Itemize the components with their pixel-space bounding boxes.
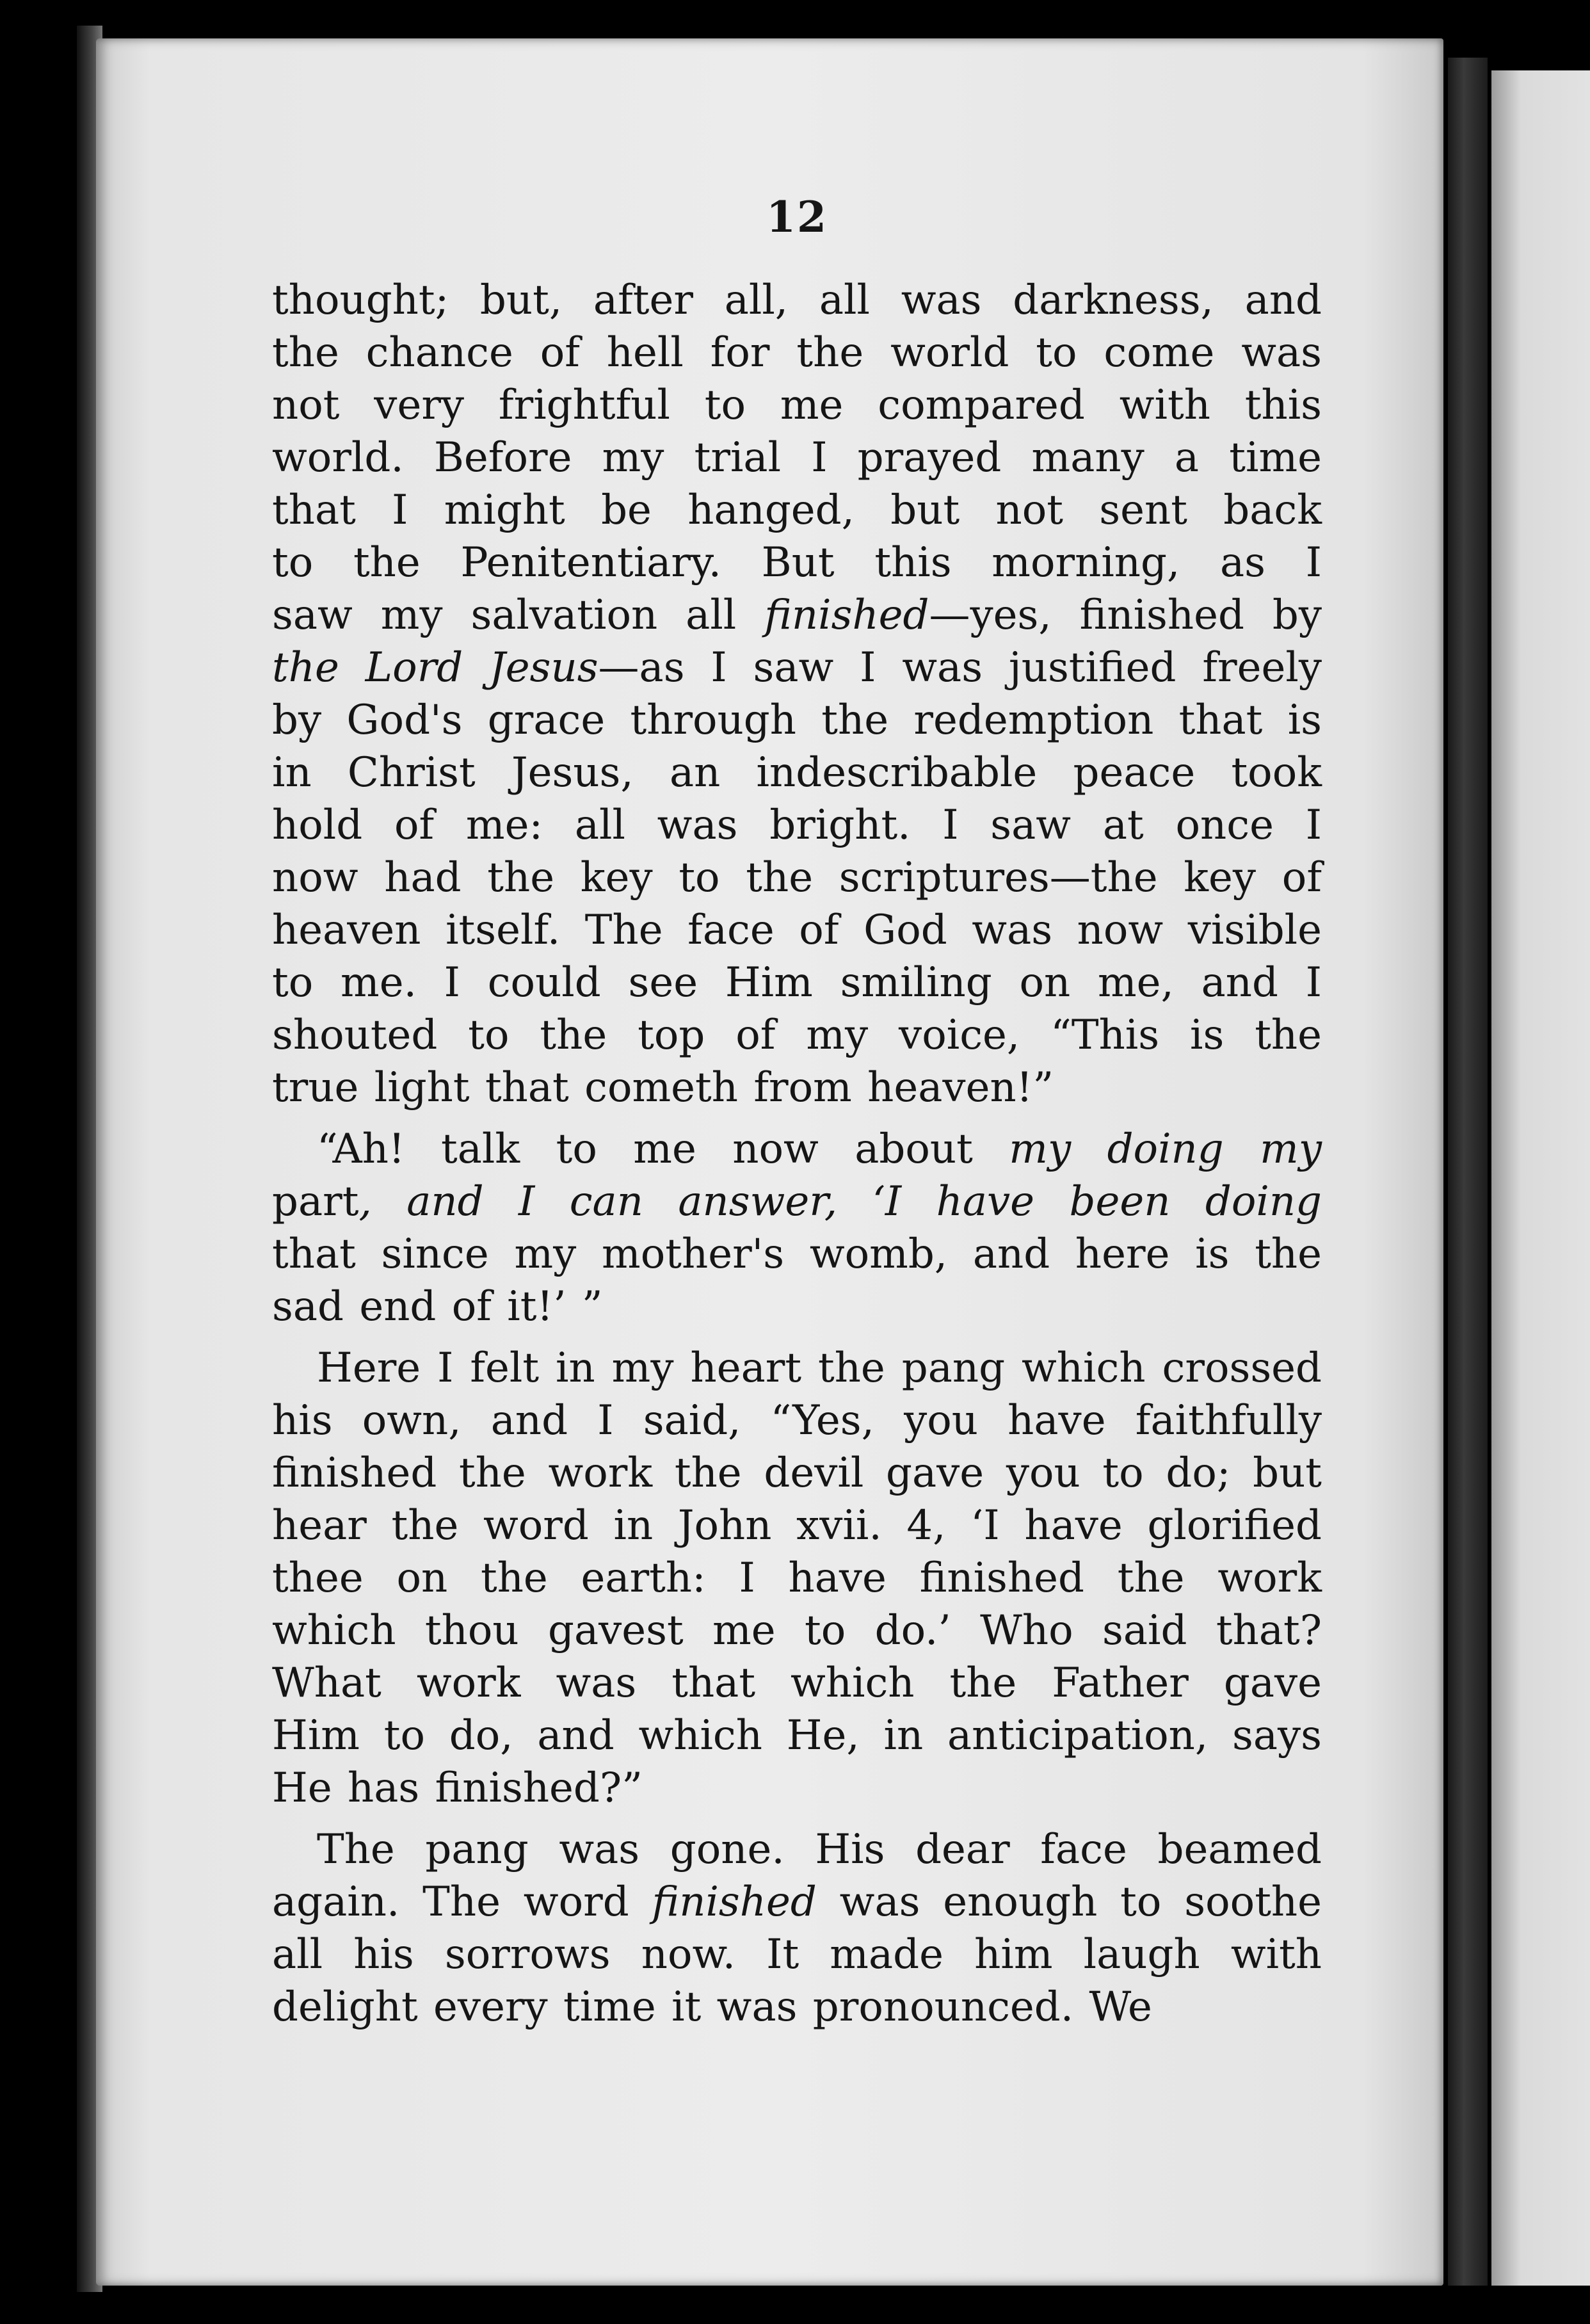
- paragraph: [272, 1342, 1322, 1814]
- italic-text: my doing my: [1009, 1126, 1322, 1173]
- text-line: all his sorrows now. It made him laugh with: [272, 1931, 1322, 1978]
- text-line: now had the key to the scriptures—the key of: [272, 854, 1322, 901]
- text-line: again. The word finished was enough to soothe: [272, 1878, 1322, 1926]
- italic-text: , and I can answer, ‘I have been doing: [358, 1178, 1322, 1225]
- italic-text: the Lord Jesus: [272, 644, 598, 691]
- text-line: true light that cometh from heaven!”: [272, 1064, 1054, 1111]
- text-line: which thou gavest me to do.’ Who said that?: [272, 1607, 1322, 1654]
- text-line: thought; but, after all, all was darkness, and: [272, 277, 1322, 324]
- paragraph: [272, 274, 1322, 1114]
- text-line: delight every time it was pronounced. We: [272, 1983, 1152, 2031]
- adjacent-page-edge: [1491, 70, 1590, 2286]
- text-line: that since my mother's womb, and here is the: [272, 1231, 1322, 1278]
- text-line: The pang was gone. His dear face beamed: [317, 1826, 1322, 1873]
- text-line: saw my salvation all finished—yes, finished by: [272, 592, 1322, 639]
- text-line: to the Penitentiary. But this morning, as I: [272, 539, 1322, 586]
- italic-text: finished: [652, 1878, 817, 1926]
- text-line: finished the work the devil gave you to do; but: [272, 1449, 1322, 1497]
- text-line: What work was that which the Father gave: [272, 1659, 1322, 1707]
- text-line: sad end of it!’ ”: [272, 1283, 603, 1330]
- text-line: in Christ Jesus, an indescribable peace took: [272, 749, 1322, 796]
- text-line: Him to do, and which He, in anticipation, says: [272, 1712, 1322, 1759]
- italic-text: finished: [764, 592, 929, 639]
- paragraph: [272, 1823, 1322, 2033]
- text-line: not very frightful to me compared with this: [272, 382, 1322, 429]
- text-line: the chance of hell for the world to come was: [272, 329, 1322, 376]
- text-line: by God's grace through the redemption that is: [272, 697, 1322, 744]
- text-line: hear the word in John xvii. 4, ‘I have glorified: [272, 1502, 1322, 1549]
- text-line: that I might be hanged, but not sent back: [272, 487, 1322, 534]
- text-line: his own, and I said, “Yes, you have faithfully: [272, 1397, 1322, 1444]
- text-line: shouted to the top of my voice, “This is the: [272, 1012, 1322, 1059]
- text-line: the Lord Jesus—as I saw I was justified freely: [272, 644, 1322, 691]
- page-text: [272, 192, 1322, 2033]
- page-number: 12: [766, 192, 828, 242]
- paragraph: [272, 1123, 1322, 1333]
- book-gutter: [1448, 58, 1488, 2286]
- text-line: He has finished?”: [272, 1764, 643, 1812]
- text-line: “Ah! talk to me now about my doing my: [317, 1126, 1322, 1173]
- text-line: world. Before my trial I prayed many a time: [272, 434, 1322, 481]
- paragraphs: [272, 274, 1322, 2033]
- text-line: thee on the earth: I have finished the work: [272, 1554, 1322, 1602]
- text-line: to me. I could see Him smiling on me, and I: [272, 959, 1322, 1006]
- text-line: heaven itself. The face of God was now visible: [272, 907, 1322, 954]
- text-line: part, and I can answer, ‘I have been doing: [272, 1178, 1322, 1225]
- text-line: hold of me: all was bright. I saw at once I: [272, 802, 1322, 849]
- text-line: Here I felt in my heart the pang which crossed: [317, 1344, 1322, 1392]
